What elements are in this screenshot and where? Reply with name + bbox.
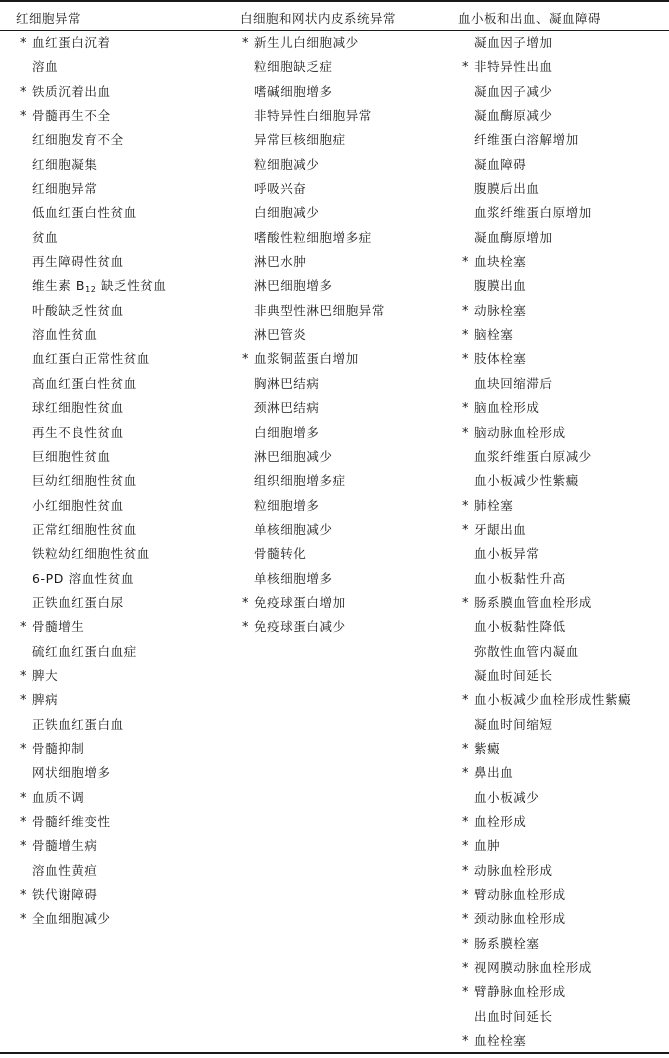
item-label: 6-PD 溶血性贫血: [32, 570, 135, 586]
asterisk-marker: *: [462, 766, 470, 782]
asterisk-marker: *: [20, 668, 28, 684]
asterisk-marker: *: [20, 36, 28, 51]
asterisk-marker: *: [462, 936, 470, 952]
asterisk-marker: *: [462, 961, 470, 977]
asterisk-marker: *: [20, 888, 28, 904]
item-label: 肺栓塞: [474, 497, 514, 513]
item-label: 血栓栓塞: [474, 1033, 527, 1049]
item-label: 高血红蛋白性贫血: [32, 375, 137, 391]
item-label: 异常巨核细胞症: [254, 132, 346, 148]
item-label: 组织细胞增多症: [254, 473, 346, 489]
item-label: 血小板异常: [474, 546, 540, 562]
item-label: 胸淋巴结病: [254, 375, 320, 391]
asterisk-marker: *: [20, 109, 28, 125]
item-label: 凝血酶原减少: [474, 108, 553, 124]
item-label: 溶血性贫血: [32, 327, 98, 343]
asterisk-marker: *: [462, 60, 470, 76]
asterisk-marker: *: [462, 425, 470, 441]
asterisk-marker: *: [242, 36, 250, 51]
item-label: 骨髓增生病: [32, 838, 98, 854]
item-label: 骨髓转化: [254, 546, 307, 562]
asterisk-marker: *: [462, 352, 470, 368]
asterisk-marker: *: [20, 620, 28, 636]
item-label: 血块回缩滞后: [474, 375, 553, 391]
item-label: 脾大: [32, 667, 59, 683]
asterisk-marker: *: [462, 693, 470, 709]
item-label: 血小板减少性紫癜: [474, 473, 579, 489]
item-label: [32, 279, 167, 297]
item-label: 血肿: [474, 838, 501, 854]
item-label: 纤维蛋白溶解增加: [474, 132, 579, 148]
item-label: 粒细胞增多: [254, 497, 320, 513]
item-label: 叶酸缺乏性贫血: [32, 302, 124, 318]
item-label: 血质不调: [32, 789, 85, 805]
item-label-subscript: 12: [85, 285, 97, 295]
asterisk-marker: *: [462, 255, 470, 271]
item-label: 硫红血红蛋白血症: [32, 643, 137, 659]
item-label: 动脉血栓形成: [474, 862, 553, 878]
item-label: 血块栓塞: [474, 254, 527, 270]
item-label: 红细胞异常: [32, 181, 98, 197]
item-label: 凝血时间缩短: [474, 716, 553, 732]
asterisk-marker: *: [462, 401, 470, 417]
item-label: 弥散性血管内凝血: [474, 643, 579, 659]
item-label: 正铁血红蛋白尿: [32, 594, 124, 610]
item-label: 巨细胞性贫血: [32, 448, 111, 464]
item-label: 牙龈出血: [474, 521, 527, 537]
item-label: 单核细胞增多: [254, 570, 333, 586]
item-label: 凝血障碍: [474, 156, 527, 172]
table-bottom-rule: [0, 1052, 669, 1054]
item-label: 铁质沉着出血: [32, 83, 111, 99]
item-label-post: 缺乏性贫血: [96, 278, 167, 294]
item-label: 凝血时间延长: [474, 667, 553, 683]
column-header-white-cell: 白细胞和网状内皮系统异常: [240, 11, 397, 26]
item-label: 非特异性出血: [474, 59, 553, 75]
item-label: 网状细胞增多: [32, 765, 111, 781]
asterisk-marker: *: [20, 741, 28, 757]
item-label: 巨幼红细胞性贫血: [32, 473, 137, 489]
asterisk-marker: *: [20, 693, 28, 709]
asterisk-marker: *: [462, 1034, 470, 1050]
item-label: 淋巴细胞增多: [254, 278, 333, 294]
item-label: 视网膜动脉血栓形成: [474, 960, 592, 976]
asterisk-marker: *: [242, 595, 250, 611]
item-label: 动脉栓塞: [474, 302, 527, 318]
item-label: 嗜碱细胞增多: [254, 83, 333, 99]
item-label: 血小板黏性降低: [474, 619, 566, 635]
asterisk-marker: *: [462, 595, 470, 611]
item-label: 骨髓纤维变性: [32, 814, 111, 829]
item-label: 白细胞增多: [254, 424, 320, 440]
item-label-pre: 维生素 B: [32, 278, 86, 294]
item-label: 鼻出血: [474, 765, 514, 781]
item-label: 非特异性白细胞异常: [254, 108, 372, 124]
item-label: 血小板黏性升高: [474, 570, 566, 586]
asterisk-marker: *: [462, 328, 470, 344]
item-label: 淋巴管炎: [254, 327, 307, 343]
item-label: 嗜酸性粒细胞增多症: [254, 229, 372, 245]
asterisk-marker: *: [462, 863, 470, 879]
item-label: 血栓形成: [474, 814, 527, 829]
item-label: 骨髓再生不全: [32, 108, 111, 124]
item-label: 凝血酶原增加: [474, 229, 553, 245]
table-top-rule: [0, 0, 669, 2]
asterisk-marker: *: [20, 839, 28, 855]
asterisk-marker: *: [462, 839, 470, 855]
item-label: 低血红蛋白性贫血: [32, 205, 137, 221]
item-label: 脾病: [32, 692, 59, 708]
asterisk-marker: *: [462, 888, 470, 904]
item-label: 全血细胞减少: [32, 911, 111, 927]
item-label: 骨髓抑制: [32, 740, 85, 756]
item-label: 紫癜: [474, 740, 501, 756]
asterisk-marker: *: [462, 815, 470, 830]
item-label: 溶血性黄疸: [32, 862, 98, 878]
item-label: 肠系膜血管血栓形成: [474, 594, 592, 610]
asterisk-marker: *: [20, 790, 28, 806]
item-label: 再生障碍性贫血: [32, 254, 124, 270]
item-label: 淋巴水肿: [254, 254, 307, 270]
item-label: 血浆铜蓝蛋白增加: [254, 351, 359, 367]
item-label: 血小板减少血栓形成性紫癜: [474, 692, 632, 708]
item-label: 血红蛋白正常性贫血: [32, 351, 150, 367]
asterisk-marker: *: [242, 620, 250, 636]
item-label: 臂静脉血栓形成: [474, 984, 566, 1000]
item-label: 腹膜出血: [474, 278, 527, 294]
item-label: 血小板减少: [474, 789, 540, 805]
asterisk-marker: *: [20, 815, 28, 830]
item-label: 溶血: [32, 59, 59, 75]
item-label: 铁粒幼红细胞性贫血: [32, 546, 150, 562]
asterisk-marker: *: [462, 498, 470, 514]
column-header-platelet: 血小板和出血、凝血障碍: [458, 11, 602, 26]
item-label: 铁代谢障碍: [32, 887, 98, 903]
item-label: 红细胞凝集: [32, 156, 98, 172]
asterisk-marker: *: [462, 303, 470, 319]
item-label: 免疫球蛋白减少: [254, 619, 346, 635]
asterisk-marker: *: [462, 985, 470, 1001]
item-label: 脑血栓形成: [474, 400, 540, 416]
item-label: 腹膜后出血: [474, 181, 540, 197]
item-label: 臂动脉血栓形成: [474, 887, 566, 903]
column-header-red-cell: 红细胞异常: [16, 11, 82, 26]
item-label: 凝血因子增加: [474, 35, 553, 50]
item-label: 免疫球蛋白增加: [254, 594, 346, 610]
item-label: 白细胞减少: [254, 205, 320, 221]
item-label: 脑栓塞: [474, 327, 514, 343]
item-label: 单核细胞减少: [254, 521, 333, 537]
item-label: 呼吸兴奋: [254, 181, 307, 197]
item-label: 红细胞发育不全: [32, 132, 124, 148]
asterisk-marker: *: [462, 912, 470, 928]
asterisk-marker: *: [242, 352, 250, 368]
item-label: 肢体栓塞: [474, 351, 527, 367]
asterisk-marker: *: [462, 741, 470, 757]
item-label: 淋巴细胞减少: [254, 448, 333, 464]
item-label: 正铁血红蛋白血: [32, 716, 124, 732]
item-label: 脑动脉血栓形成: [474, 424, 566, 440]
item-label: 小红细胞性贫血: [32, 497, 124, 513]
item-label: 颈动脉血栓形成: [474, 911, 566, 927]
table-header-rule: [0, 30, 669, 31]
asterisk-marker: *: [20, 912, 28, 928]
item-label: 肠系膜栓塞: [474, 935, 540, 951]
asterisk-marker: *: [462, 522, 470, 538]
item-label: 再生不良性贫血: [32, 424, 124, 440]
item-label: 非典型性淋巴细胞异常: [254, 302, 386, 318]
item-label: 新生儿白细胞减少: [254, 35, 359, 50]
asterisk-marker: *: [20, 84, 28, 100]
item-label: 凝血因子减少: [474, 83, 553, 99]
item-label: 血红蛋白沉着: [32, 35, 111, 50]
item-label: 血浆纤维蛋白原增加: [474, 205, 592, 221]
item-label: 骨髓增生: [32, 619, 85, 635]
item-label: 出血时间延长: [474, 1008, 553, 1024]
item-label: 血浆纤维蛋白原减少: [474, 448, 592, 464]
item-label: 粒细胞减少: [254, 156, 320, 172]
item-label: 颈淋巴结病: [254, 400, 320, 416]
item-label: 粒细胞缺乏症: [254, 59, 333, 75]
item-label: 正常红细胞性贫血: [32, 521, 137, 537]
item-label: 贫血: [32, 229, 59, 245]
item-label: 球红细胞性贫血: [32, 400, 124, 416]
